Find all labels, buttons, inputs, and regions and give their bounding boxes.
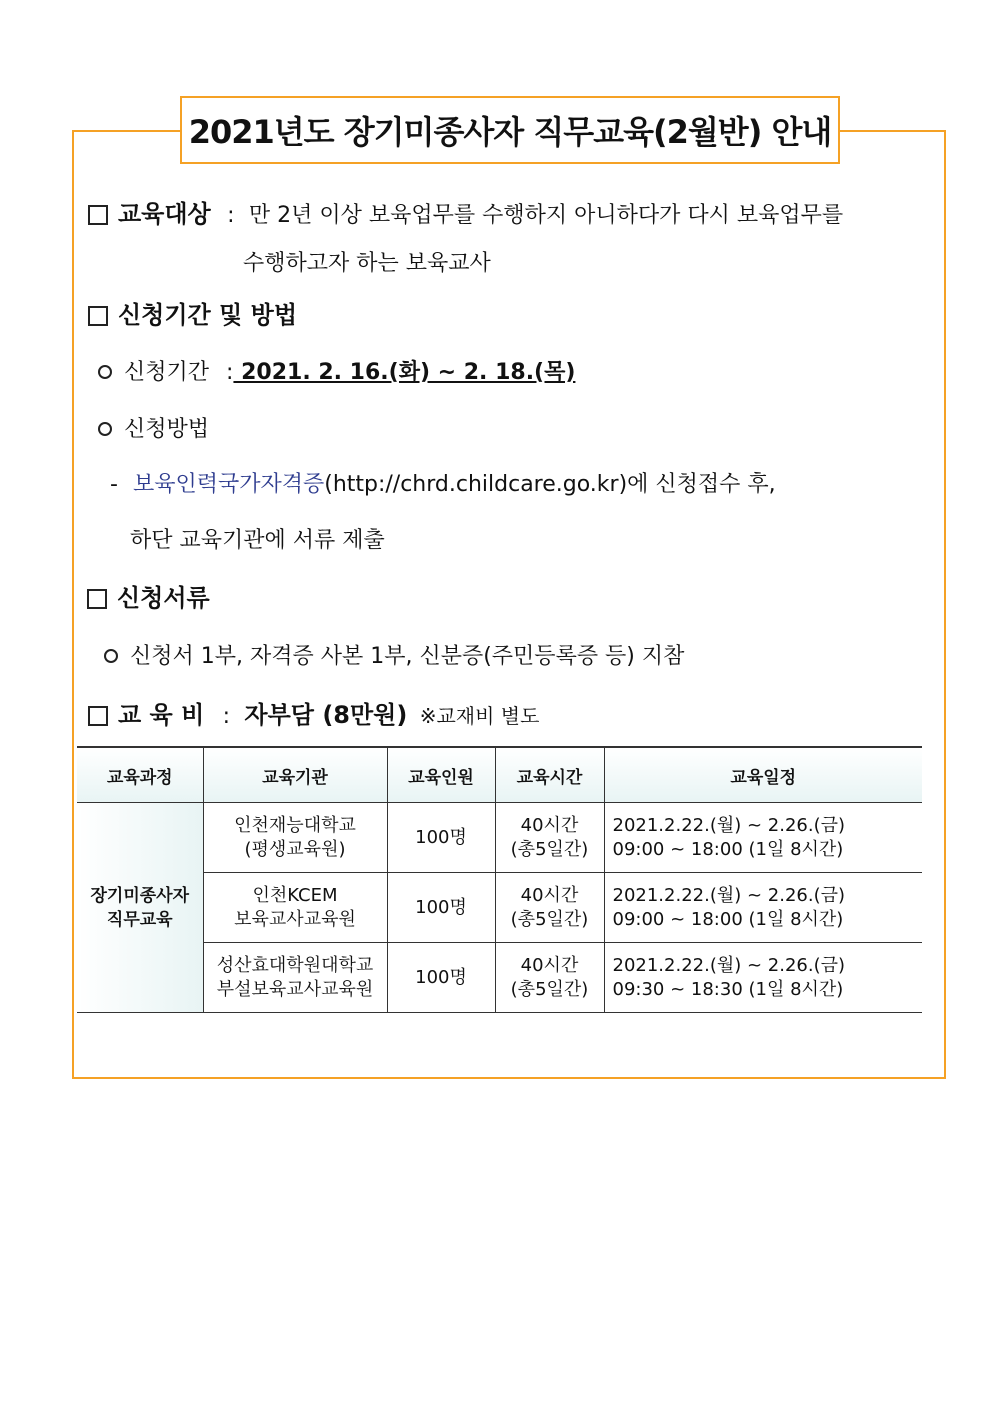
- documents-item: [104, 639, 684, 670]
- apply-heading: [88, 295, 297, 330]
- education-table: [77, 746, 922, 1013]
- table-row: [77, 943, 922, 1013]
- hours-value: 40시간: [520, 814, 579, 836]
- institution-cell: [203, 803, 387, 873]
- target-text-1: 만 2년 이상 보육업무를 수행하지 아니하다가 다시 보육업무를: [248, 203, 844, 228]
- schedule-cell: [604, 873, 922, 943]
- institution-cell: [203, 873, 387, 943]
- hours-value: 40시간: [520, 884, 579, 906]
- hours-cell: [495, 803, 604, 873]
- table-row: [77, 803, 922, 873]
- checkbox-icon: [88, 205, 108, 225]
- schedule-times: 09:00 ~ 18:00 (1일 8시간): [612, 908, 844, 930]
- header-schedule: 교육일정: [604, 747, 922, 803]
- apply-method-detail: [110, 467, 776, 498]
- institution-sub: 보육교사교육원: [234, 908, 356, 930]
- documents-heading: [87, 578, 210, 613]
- institution-sub: 부설보육교사교육원: [216, 978, 374, 1000]
- fee-value: 자부담 (8만원): [244, 701, 408, 729]
- dash-bullet: -: [110, 472, 118, 497]
- people-cell: 100명: [387, 803, 495, 873]
- course-name-1: 장기미종사자: [90, 885, 190, 906]
- checkbox-icon: [87, 589, 107, 609]
- hours-value: 40시간: [520, 954, 579, 976]
- course-name-2: 직무교육: [106, 909, 173, 930]
- apply-method-label: 신청방법: [124, 417, 210, 442]
- schedule-dates: 2021.2.22.(월) ~ 2.26.(금): [612, 954, 846, 976]
- hours-days: (총5일간): [510, 838, 589, 860]
- schedule-cell: [604, 803, 922, 873]
- institution-name: 인천KCEM: [252, 884, 338, 906]
- apply-period-line: [98, 355, 575, 386]
- schedule-cell: [604, 943, 922, 1013]
- apply-method-text: (http://chrd.childcare.go.kr)에 신청접수 후,: [324, 472, 776, 497]
- apply-heading-text: 신청기간 및 방법: [118, 301, 297, 329]
- schedule-dates: 2021.2.22.(월) ~ 2.26.(금): [612, 814, 846, 836]
- hours-days: (총5일간): [510, 908, 589, 930]
- qualification-site-link[interactable]: 보육인력국가자격증: [132, 472, 325, 497]
- fee-label: 교 육 비: [118, 701, 205, 729]
- target-text-2: 수행하고자 하는 보육교사: [243, 251, 491, 276]
- documents-item-text: 신청서 1부, 자격증 사본 1부, 신분증(주민등록증 등) 지참: [130, 644, 685, 669]
- header-institution: 교육기관: [203, 747, 387, 803]
- people-cell: 100명: [387, 873, 495, 943]
- circle-bullet-icon: [104, 649, 118, 663]
- institution-sub: (평생교육원): [244, 838, 346, 860]
- fee-note: ※교재비 별도: [419, 704, 540, 728]
- schedule-dates: 2021.2.22.(월) ~ 2.26.(금): [612, 884, 846, 906]
- institution-name: 인천재능대학교: [234, 814, 356, 836]
- institution-name: 성산효대학원대학교: [216, 954, 374, 976]
- apply-method-line: [98, 412, 209, 443]
- fee-colon: :: [222, 704, 231, 729]
- page-title-text: 2021년도 장기미종사자 직무교육(2월반) 안내: [188, 113, 832, 151]
- header-course: 교육과정: [77, 747, 203, 803]
- schedule-times: 09:30 ~ 18:30 (1일 8시간): [612, 978, 844, 1000]
- page-title: [180, 96, 840, 164]
- institution-cell: [203, 943, 387, 1013]
- target-colon: :: [227, 203, 235, 228]
- apply-period-colon: :: [226, 360, 234, 385]
- hours-days: (총5일간): [510, 978, 589, 1000]
- target-line: [88, 194, 843, 229]
- target-label: 교육대상: [118, 200, 211, 228]
- header-hours: 교육시간: [495, 747, 604, 803]
- checkbox-icon: [88, 306, 108, 326]
- documents-heading-text: 신청서류: [117, 584, 210, 612]
- course-cell: [77, 803, 203, 1013]
- circle-bullet-icon: [98, 422, 112, 436]
- table-header-row: [77, 747, 922, 803]
- fee-line: [88, 695, 539, 730]
- circle-bullet-icon: [98, 365, 112, 379]
- apply-method-text-2: 하단 교육기관에 서류 제출: [130, 528, 385, 553]
- table-row: [77, 873, 922, 943]
- checkbox-icon: [88, 706, 108, 726]
- header-people: 교육인원: [387, 747, 495, 803]
- hours-cell: [495, 943, 604, 1013]
- hours-cell: [495, 873, 604, 943]
- apply-period-value: 2021. 2. 16.(화) ~ 2. 18.(목): [233, 360, 576, 385]
- people-cell: 100명: [387, 943, 495, 1013]
- apply-period-label: 신청기간: [124, 360, 210, 385]
- schedule-times: 09:00 ~ 18:00 (1일 8시간): [612, 838, 844, 860]
